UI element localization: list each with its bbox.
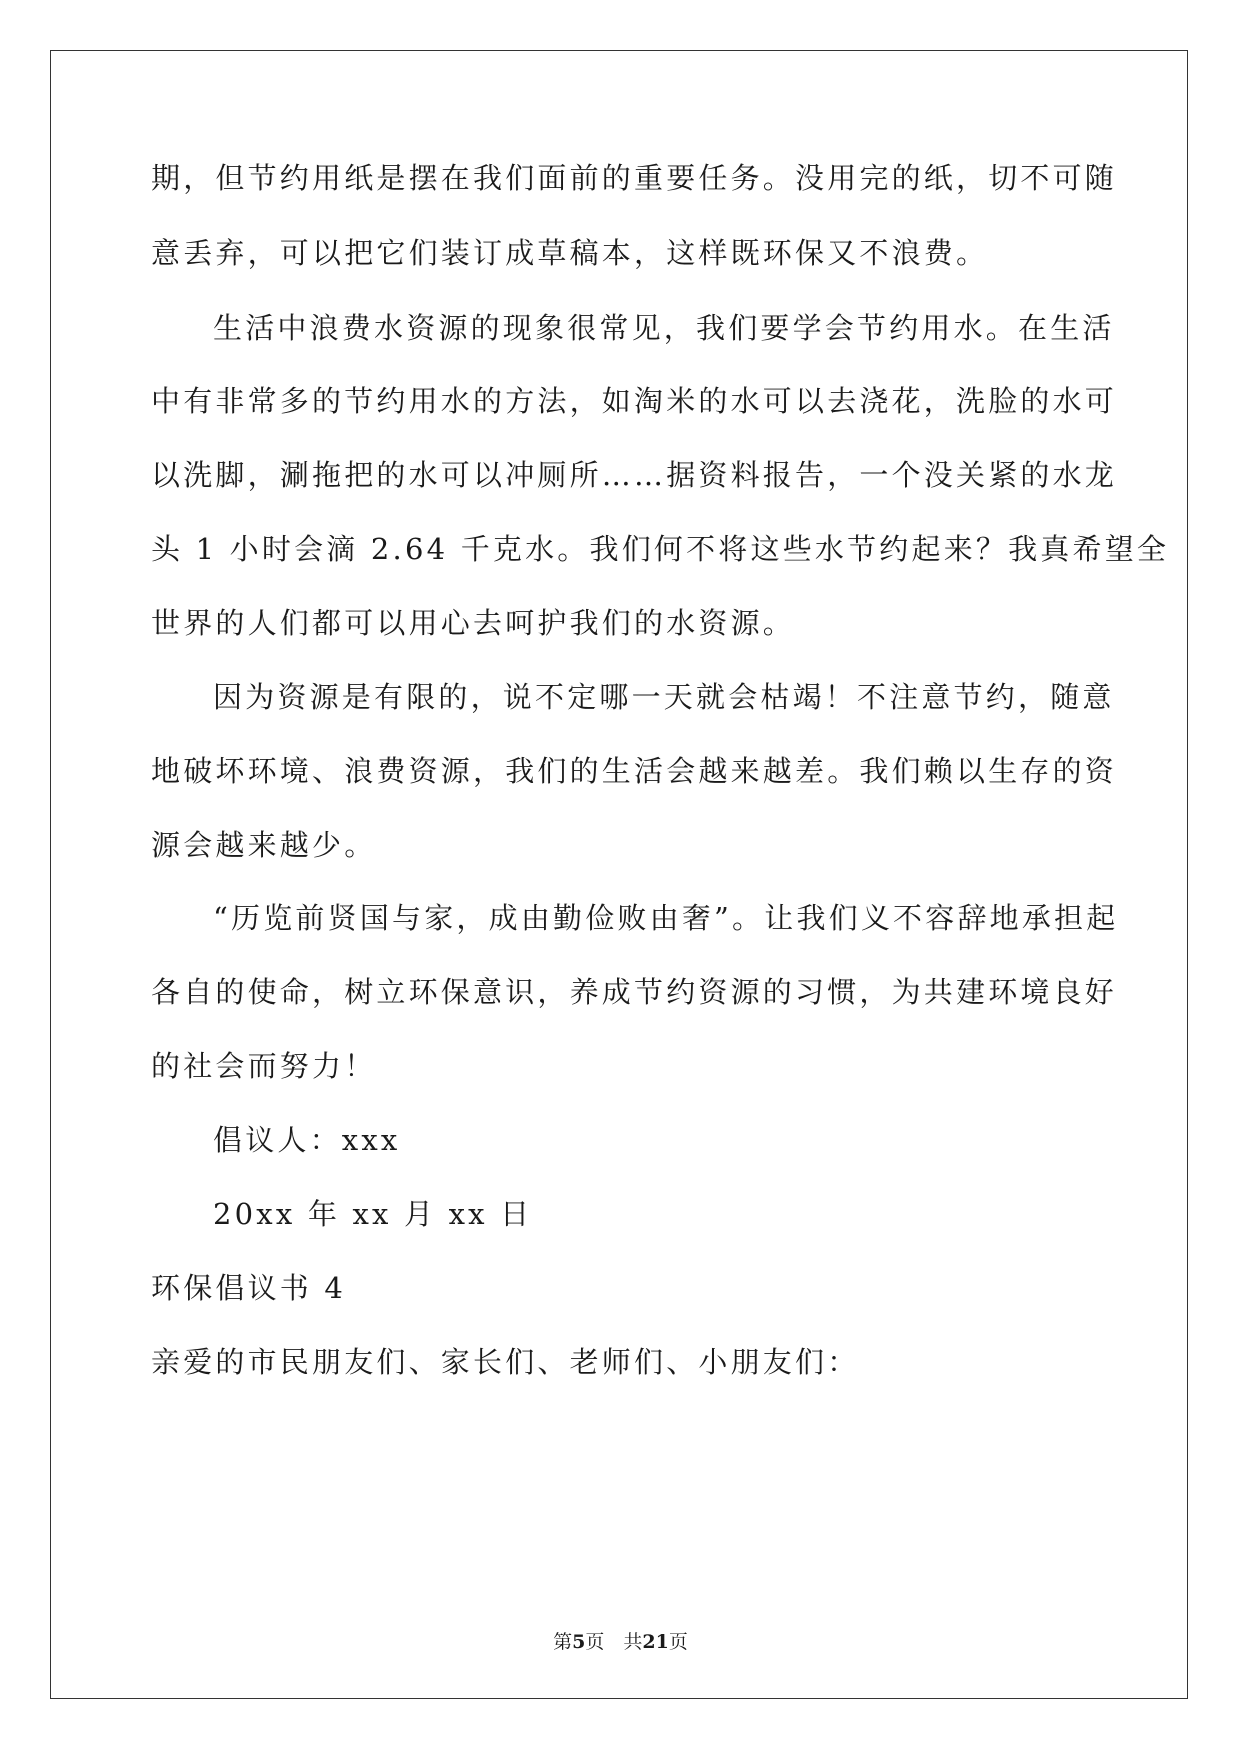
salutation: 亲爱的市民朋友们、家长们、老师们、小朋友们： (151, 1345, 860, 1379)
page-border (50, 50, 1188, 1699)
current-page-number: 5 (572, 1631, 586, 1653)
text-line: 意丢弃，可以把它们装订成草稿本，这样既环保又不浪费。 (151, 236, 989, 270)
text-line: 源会越来越少。 (151, 828, 377, 862)
text-line: 中有非常多的节约用水的方法，如淘米的水可以去浇花，洗脸的水可 (151, 384, 1118, 418)
text-line: 世界的人们都可以用心去呵护我们的水资源。 (151, 606, 796, 640)
text-line: 的社会而努力！ (151, 1049, 377, 1083)
text-line: 地破坏环境、浪费资源，我们的生活会越来越差。我们赖以生存的资 (151, 754, 1118, 788)
footer-prefix: 第 (553, 1631, 573, 1653)
section-heading: 环保倡议书 4 (151, 1271, 347, 1305)
text-line: 以洗脚，涮拖把的水可以冲厕所……据资料报告，一个没关紧的水龙 (151, 458, 1118, 492)
page-footer (0, 1630, 1241, 1654)
text-line: 期，但节约用纸是摆在我们面前的重要任务。没用完的纸，切不可随 (151, 161, 1118, 195)
signer-line: 倡议人：xxx (213, 1123, 401, 1157)
paragraph-start: 生活中浪费水资源的现象很常见，我们要学会节约用水。在生活 (213, 311, 1115, 345)
text-line: 各自的使命，树立环保意识，养成节约资源的习惯，为共建环境良好 (151, 975, 1118, 1009)
paragraph-start: “历览前贤国与家，成由勤俭败由奢”。让我们义不容辞地承担起 (213, 901, 1119, 935)
total-page-count: 21 (642, 1631, 669, 1653)
text-line: 头 1 小时会滴 2.64 千克水。我们何不将这些水节约起来？我真希望全 (151, 532, 1170, 566)
footer-middle: 页 共 (585, 1631, 643, 1653)
date-line: 20xx 年 xx 月 xx 日 (213, 1197, 533, 1231)
paragraph-start: 因为资源是有限的，说不定哪一天就会枯竭！不注意节约，随意 (213, 680, 1115, 714)
footer-suffix: 页 (668, 1631, 688, 1653)
